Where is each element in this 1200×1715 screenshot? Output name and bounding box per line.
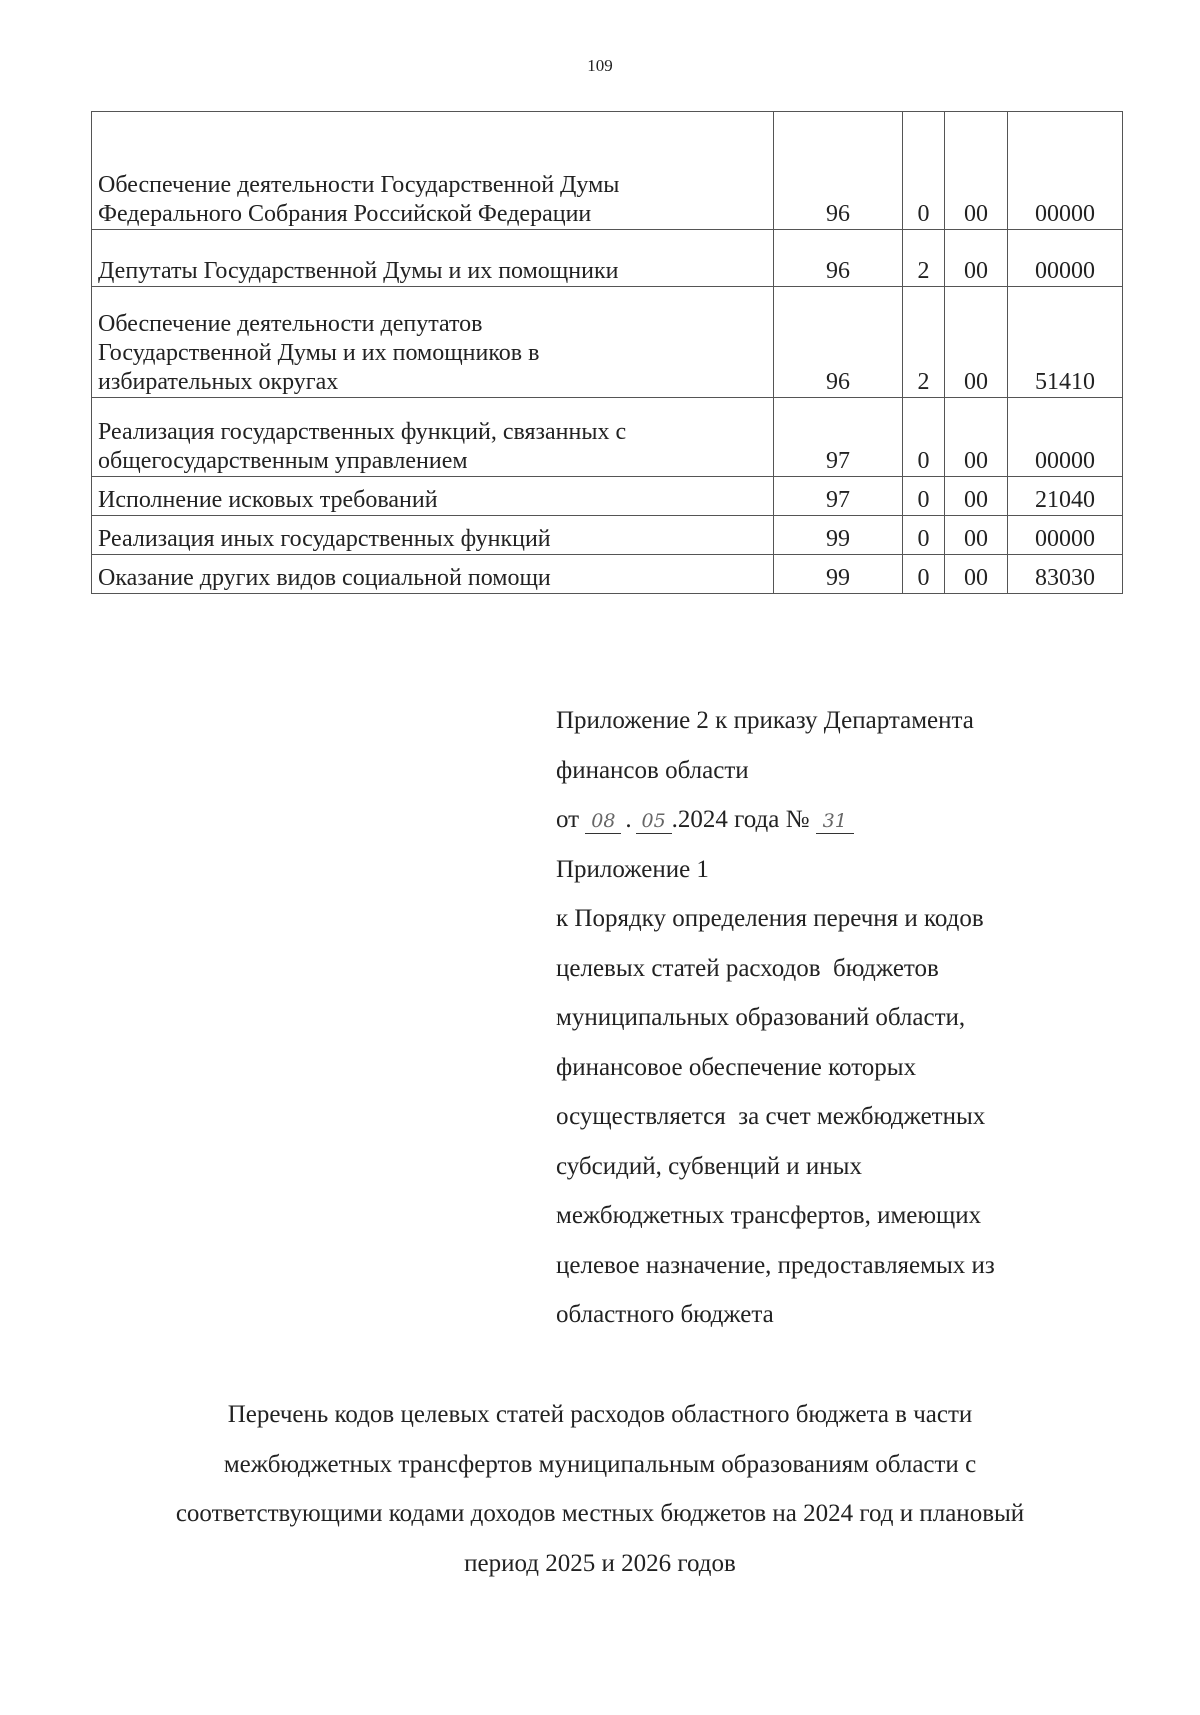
table-row (92, 555, 1123, 594)
annex-line: субсидий, субвенций и иных (556, 1152, 862, 1180)
code-subprogram: 0 (903, 112, 945, 230)
code-subprogram: 0 (903, 555, 945, 594)
annex-line: к Порядку определения перечня и кодов (556, 905, 984, 932)
date-prefix: от (556, 806, 580, 833)
title-line: межбюджетных трансфертов муниципальным образованиям области с (223, 1450, 977, 1478)
code-main-event: 00 (945, 516, 1008, 555)
row-name: Реализация иных государственных функций (92, 516, 774, 555)
table-row (92, 112, 1123, 230)
code-program: 99 (774, 516, 903, 555)
annex-block (556, 696, 1116, 1340)
order-number: 31 (816, 809, 854, 834)
code-program: 96 (774, 230, 903, 287)
code-direction: 21040 (1008, 477, 1123, 516)
row-name: Реализация государственных функций, связанных с общегосударственным управлением (92, 398, 774, 477)
table-row (92, 230, 1123, 287)
code-direction: 00000 (1008, 230, 1123, 287)
title-line: соответствующими кодами доходов местных бюджетов на 2024 год и плановый (175, 1500, 1025, 1527)
code-direction: 00000 (1008, 398, 1123, 477)
code-subprogram: 0 (903, 477, 945, 516)
code-direction: 83030 (1008, 555, 1123, 594)
code-subprogram: 2 (903, 287, 945, 398)
annex-line: межбюджетных трансфертов, имеющих (556, 1202, 982, 1229)
annex-line: Приложение 1 (556, 855, 709, 883)
code-main-event: 00 (945, 112, 1008, 230)
row-name: Обеспечение деятельности Государственной Думы Федерального Собрания Российской Федерации (92, 112, 774, 230)
code-subprogram: 0 (903, 398, 945, 477)
annex-line: финансов области (556, 756, 749, 784)
order-month: 05 (636, 809, 672, 834)
code-program: 99 (774, 555, 903, 594)
code-subprogram: 0 (903, 516, 945, 555)
row-name: Исполнение исковых требований (92, 477, 774, 516)
code-program: 96 (774, 112, 903, 230)
row-name: Депутаты Государственной Думы и их помощники (92, 230, 774, 287)
page-number: 109 (587, 56, 613, 75)
row-name: Обеспечение деятельности депутатов Государственной Думы и их помощников в избирательных округах (92, 287, 774, 398)
target-codes-table (91, 111, 1123, 594)
code-direction: 51410 (1008, 287, 1123, 398)
date-year: .2024 года № (671, 806, 810, 833)
table-row (92, 398, 1123, 477)
code-program: 97 (774, 398, 903, 477)
date-dot: . (625, 806, 632, 833)
row-name: Оказание других видов социальной помощи (92, 555, 774, 594)
code-main-event: 00 (945, 287, 1008, 398)
annex-line: осуществляется за счет межбюджетных (556, 1103, 986, 1130)
table-row (92, 477, 1123, 516)
document-title (60, 1390, 1140, 1588)
code-main-event: 00 (945, 230, 1008, 287)
code-direction: 00000 (1008, 516, 1123, 555)
table-row (92, 287, 1123, 398)
annex-line: муниципальных образований области, (556, 1004, 966, 1031)
table-row (92, 516, 1123, 555)
annex-line: финансовое обеспечение которых (556, 1053, 917, 1081)
code-subprogram: 2 (903, 230, 945, 287)
annex-line: целевое назначение, предоставляемых из (556, 1251, 995, 1279)
annex-line: целевых статей расходов бюджетов (556, 954, 939, 982)
code-main-event: 00 (945, 477, 1008, 516)
title-line: период 2025 и 2026 годов (464, 1549, 736, 1577)
code-main-event: 00 (945, 555, 1008, 594)
code-main-event: 00 (945, 398, 1008, 477)
order-date-line (556, 795, 1116, 845)
code-program: 97 (774, 477, 903, 516)
title-line: Перечень кодов целевых статей расходов областного бюджета в части (227, 1401, 973, 1428)
order-day: 08 (585, 809, 621, 834)
code-program: 96 (774, 287, 903, 398)
annex-line: Приложение 2 к приказу Департамента (556, 707, 974, 734)
annex-line: областного бюджета (556, 1301, 774, 1328)
code-direction: 00000 (1008, 112, 1123, 230)
